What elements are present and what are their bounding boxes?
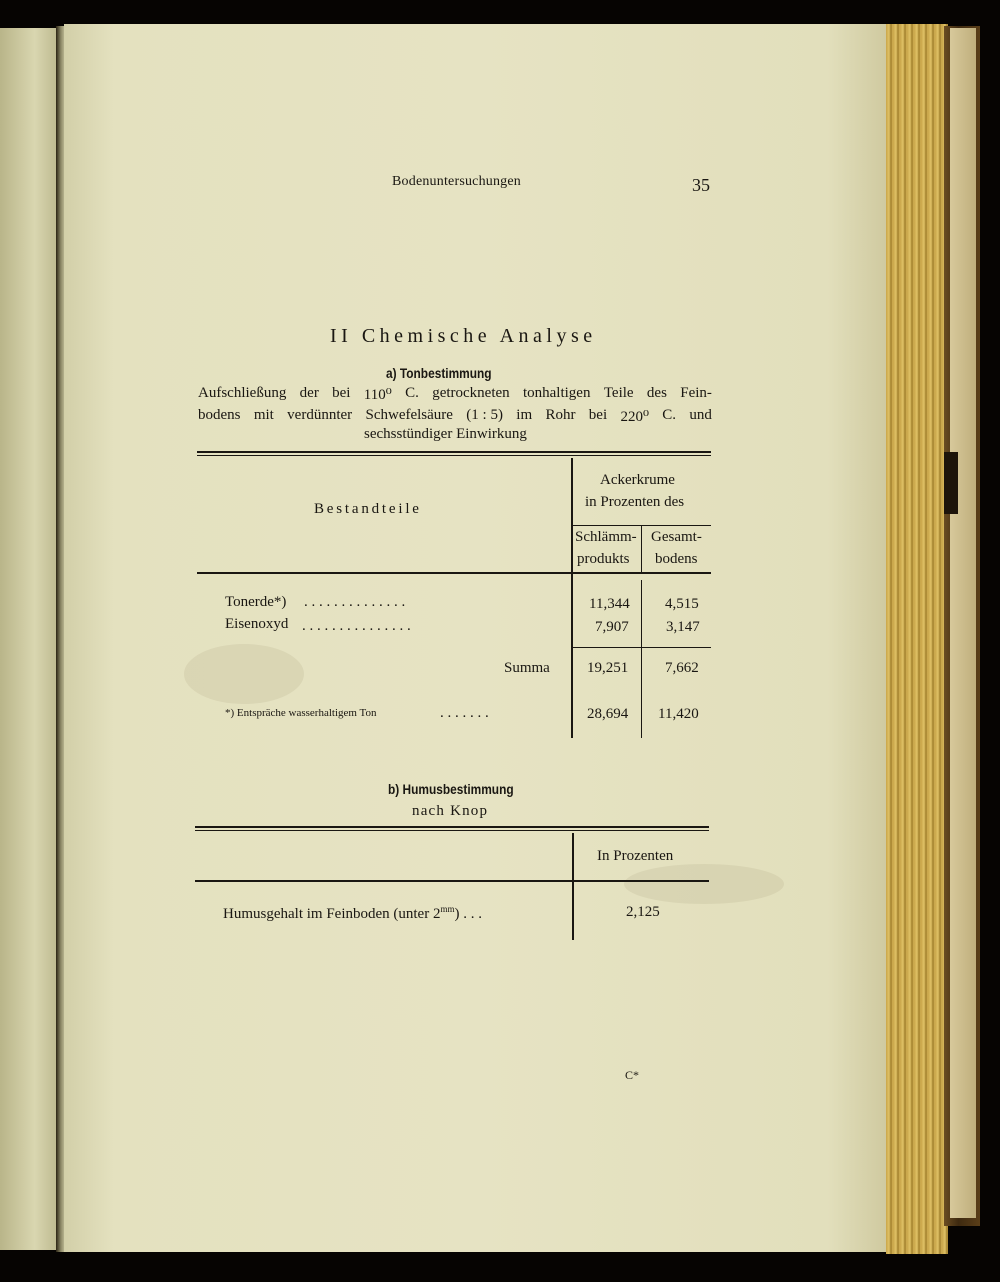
- word: verdünnter: [287, 407, 353, 423]
- table-header-rule: [197, 572, 711, 574]
- sum-value-gesamt: 7,662: [665, 660, 699, 676]
- word: 110⁰: [363, 387, 392, 403]
- printer-signature: C*: [625, 1068, 640, 1082]
- table-subheader-divider: [641, 526, 642, 574]
- description-line-2: [198, 407, 712, 426]
- footnote-label: *) Entspräche wasserhaltigem Ton: [225, 707, 377, 719]
- table-divider-vertical: [571, 458, 573, 738]
- row-value-tonerde-gesamt: 4,515: [665, 596, 699, 612]
- row-label-tonerde: Tonerde*): [225, 594, 287, 610]
- subheader-produkts: produkts: [577, 551, 630, 567]
- word: Aufschließung: [198, 385, 287, 401]
- section-title: II Chemische Analyse: [330, 325, 597, 347]
- row-label-eisenoxyd: Eisenoxyd: [225, 616, 289, 632]
- word: bei: [332, 385, 351, 401]
- running-head: Bodenuntersuchungen: [392, 174, 521, 189]
- footnote-value-gesamt: 11,420: [658, 706, 699, 722]
- row-leader-dots: . . . . . . . . . . . . . .: [304, 594, 406, 610]
- row-value-eisenoxyd-gesamt: 3,147: [666, 619, 700, 635]
- humus-row-label: [223, 904, 482, 923]
- cover-inner-strip: [950, 28, 976, 1218]
- humus-row-label-end: ): [454, 906, 460, 922]
- humus-row-label-text: Humusgehalt im Feinboden (unter 2: [223, 906, 441, 922]
- table-b-column-header: In Prozenten: [597, 848, 674, 864]
- word: tonhaltigen: [522, 385, 591, 401]
- table-b-divider-vertical: [572, 833, 574, 940]
- word: Teile: [603, 385, 634, 401]
- sum-value-schlaemm: 19,251: [587, 660, 629, 676]
- word: C.: [405, 385, 419, 401]
- word: (1 : 5): [466, 407, 503, 423]
- table-top-rule-thin: [197, 455, 711, 456]
- word: getrockneten: [432, 385, 510, 401]
- description-line-3: sechsstündiger Einwirkung: [364, 426, 527, 442]
- word: mit: [253, 407, 274, 423]
- word: C.: [662, 407, 677, 423]
- word: der: [299, 385, 319, 401]
- paper-stain: [624, 864, 784, 904]
- word: Fein-: [680, 385, 712, 401]
- description-line-1: [198, 385, 712, 404]
- page-edges: [886, 24, 948, 1254]
- subheader-gesamt: Gesamt-: [651, 529, 702, 545]
- row-value-eisenoxyd-schlaemm: 7,907: [595, 619, 629, 635]
- page-number: 35: [692, 175, 710, 195]
- subheader-schlaemm: Schlämm-: [575, 529, 637, 545]
- table-header-divider: [573, 525, 711, 526]
- footnote-value-schlaemm: 28,694: [587, 706, 629, 722]
- table-b-header-rule: [195, 880, 709, 882]
- word: im: [516, 407, 533, 423]
- subheader-bodens: bodens: [655, 551, 698, 567]
- word: bodens: [198, 407, 241, 423]
- row-value-tonerde-schlaemm: 11,344: [589, 596, 630, 612]
- table-sum-rule: [573, 647, 711, 648]
- part-a-heading: a) Tonbestimmung: [386, 365, 492, 381]
- word: 220⁰: [620, 409, 649, 425]
- part-b-heading: b) Humusbestimmung: [388, 781, 514, 797]
- word: Schwefelsäure: [365, 407, 453, 423]
- row-leader-dots: . . . . . . . . . . . . . . .: [302, 618, 411, 634]
- word: und: [689, 407, 712, 423]
- group-header-prozenten: in Prozenten des: [585, 494, 685, 510]
- unit-superscript: mm: [440, 904, 455, 914]
- humus-row-value: 2,125: [626, 904, 660, 920]
- group-header-ackerkrume: Ackerkrume: [600, 472, 675, 488]
- left-page-edge: [0, 28, 61, 1250]
- footnote-leader-dots: . . . . . . .: [440, 705, 489, 721]
- word: des: [646, 385, 667, 401]
- bookmark-tab: [944, 452, 958, 514]
- table-b-top-rule-thin: [195, 830, 709, 831]
- sum-label: Summa: [504, 660, 550, 676]
- table-top-rule: [197, 451, 711, 453]
- word: Rohr: [545, 407, 576, 423]
- paper-stain: [184, 644, 304, 704]
- column-label-bestandteile: Bestandteile: [314, 501, 422, 517]
- table-col-divider: [641, 580, 642, 738]
- part-b-subheading: nach Knop: [412, 803, 489, 819]
- humus-row-dots: . . .: [463, 906, 482, 922]
- table-b-top-rule: [195, 826, 709, 828]
- word: bei: [588, 407, 608, 423]
- right-page: [64, 24, 894, 1252]
